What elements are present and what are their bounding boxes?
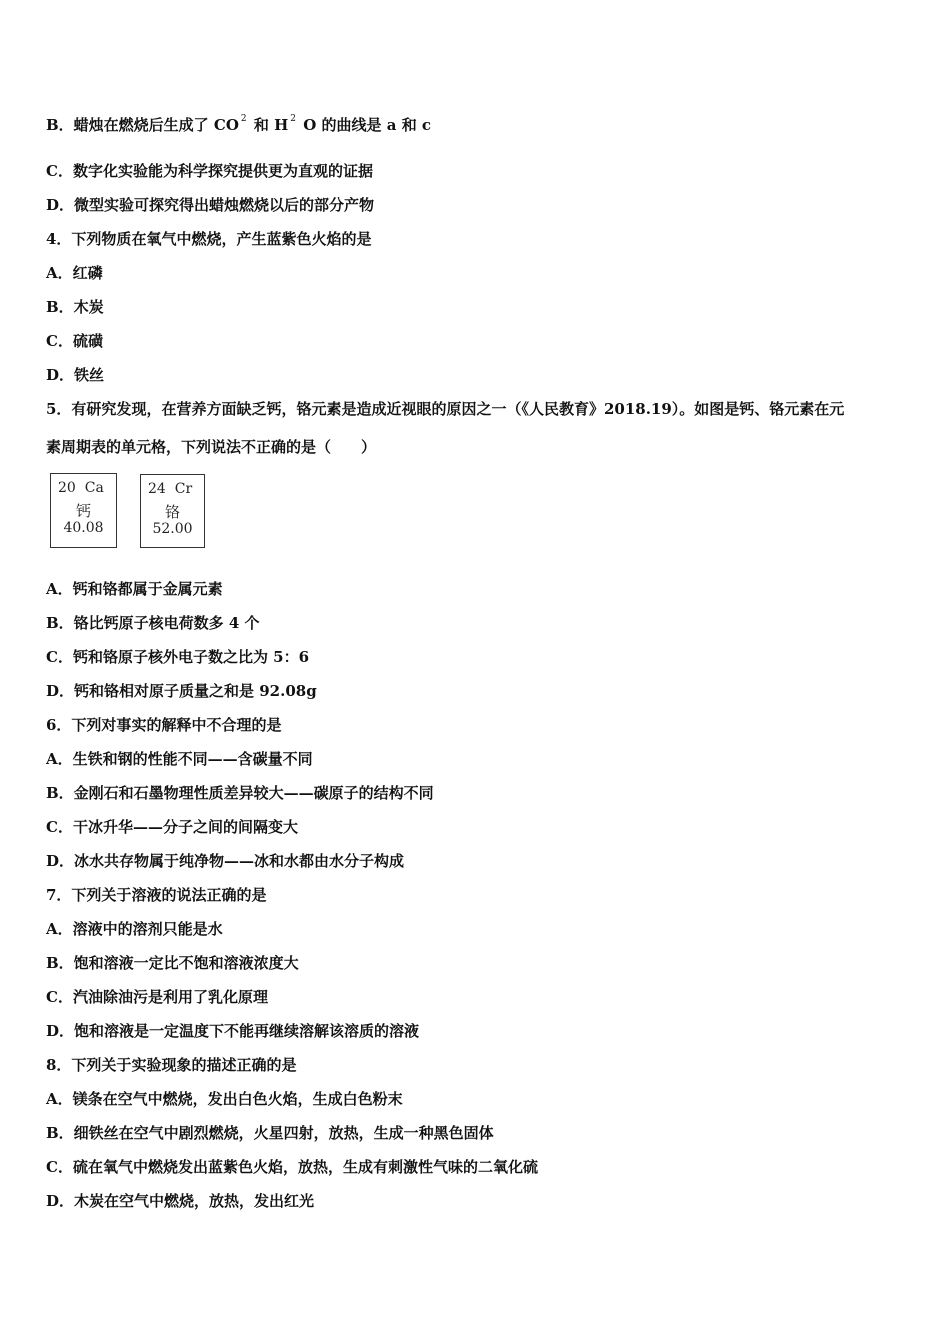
element-name: 铬	[164, 503, 180, 521]
q7-option-a: A．溶液中的溶剂只能是水	[46, 920, 223, 938]
q8-stem: 8．下列关于实验现象的描述正确的是	[46, 1056, 297, 1074]
q7-option-c: C．汽油除油污是利用了乳化原理	[46, 988, 268, 1006]
q3-option-b-text-1: B．蜡烛在燃烧后生成了 CO	[46, 116, 239, 134]
q5-stem-line-1: 5．有研究发现，在营养方面缺乏钙，铬元素是造成近视眼的原因之一（《人民教育》2018.19）。如图是钙、铬元素在元	[46, 400, 845, 418]
q7-option-d: D．饱和溶液是一定温度下不能再继续溶解该溶质的溶液	[46, 1022, 420, 1040]
q5-stem-line-2: 素周期表的单元格，下列说法不正确的是（ ）	[46, 438, 377, 456]
q8-option-c: C．硫在氧气中燃烧发出蓝紫色火焰，放热，生成有刺激性气味的二氧化硫	[46, 1158, 538, 1176]
element-symbol: Ca	[84, 480, 104, 496]
q3-option-b-sub-2: 2	[290, 114, 297, 124]
q7-stem: 7．下列关于溶液的说法正确的是	[46, 886, 267, 904]
element-mass: 40.08	[63, 520, 104, 536]
element-cell-calcium-header	[58, 480, 104, 496]
q6-option-d: D．冰水共存物属于纯净物——冰和水都由水分子构成	[46, 852, 405, 870]
element-symbol: Cr	[174, 481, 193, 497]
q4-option-b: B．木炭	[46, 298, 104, 316]
element-cell-chromium-header	[148, 481, 192, 497]
q5-option-d: D．钙和铬相对原子质量之和是 92.08g	[46, 682, 317, 700]
q5-option-c: C．钙和铬原子核外电子数之比为 5：6	[46, 648, 310, 666]
q8-option-d: D．木炭在空气中燃烧，放热，发出红光	[46, 1192, 315, 1210]
q7-option-b: B．饱和溶液一定比不饱和溶液浓度大	[46, 954, 299, 972]
q6-option-c: C．干冰升华——分子之间的间隔变大	[46, 818, 298, 836]
q3-option-d: D．微型实验可探究得出蜡烛燃烧以后的部分产物	[46, 196, 375, 214]
q3-option-c: C．数字化实验能为科学探究提供更为直观的证据	[46, 162, 373, 180]
q6-option-b: B．金刚石和石墨物理性质差异较大——碳原子的结构不同	[46, 784, 434, 802]
element-cell-chromium	[140, 474, 205, 548]
q4-option-c: C．硫磺	[46, 332, 103, 350]
q4-option-a: A．红磷	[46, 264, 103, 282]
element-number: 24	[148, 481, 166, 497]
q6-stem: 6．下列对事实的解释中不合理的是	[46, 716, 282, 734]
q4-option-d: D．铁丝	[46, 366, 105, 384]
q5-option-b: B．铬比钙原子核电荷数多 4 个	[46, 614, 260, 632]
q3-option-b	[46, 115, 431, 135]
element-name: 钙	[75, 502, 91, 520]
q4-stem: 4．下列物质在氧气中燃烧，产生蓝紫色火焰的是	[46, 230, 372, 248]
element-cell-calcium	[50, 473, 117, 548]
element-number: 20	[58, 480, 76, 496]
q5-option-a: A．钙和铬都属于金属元素	[46, 580, 223, 598]
q8-option-a: A．镁条在空气中燃烧，发出白色火焰，生成白色粉末	[46, 1090, 403, 1108]
element-mass: 52.00	[152, 521, 193, 537]
q3-option-b-text-2: 和 H	[248, 116, 289, 134]
q6-option-a: A．生铁和钢的性能不同——含碳量不同	[46, 750, 313, 768]
q3-option-b-sub-1: 2	[240, 114, 247, 124]
q8-option-b: B．细铁丝在空气中剧烈燃烧，火星四射，放热，生成一种黑色固体	[46, 1124, 494, 1142]
q3-option-b-text-3: O 的曲线是 a 和 c	[298, 116, 432, 134]
